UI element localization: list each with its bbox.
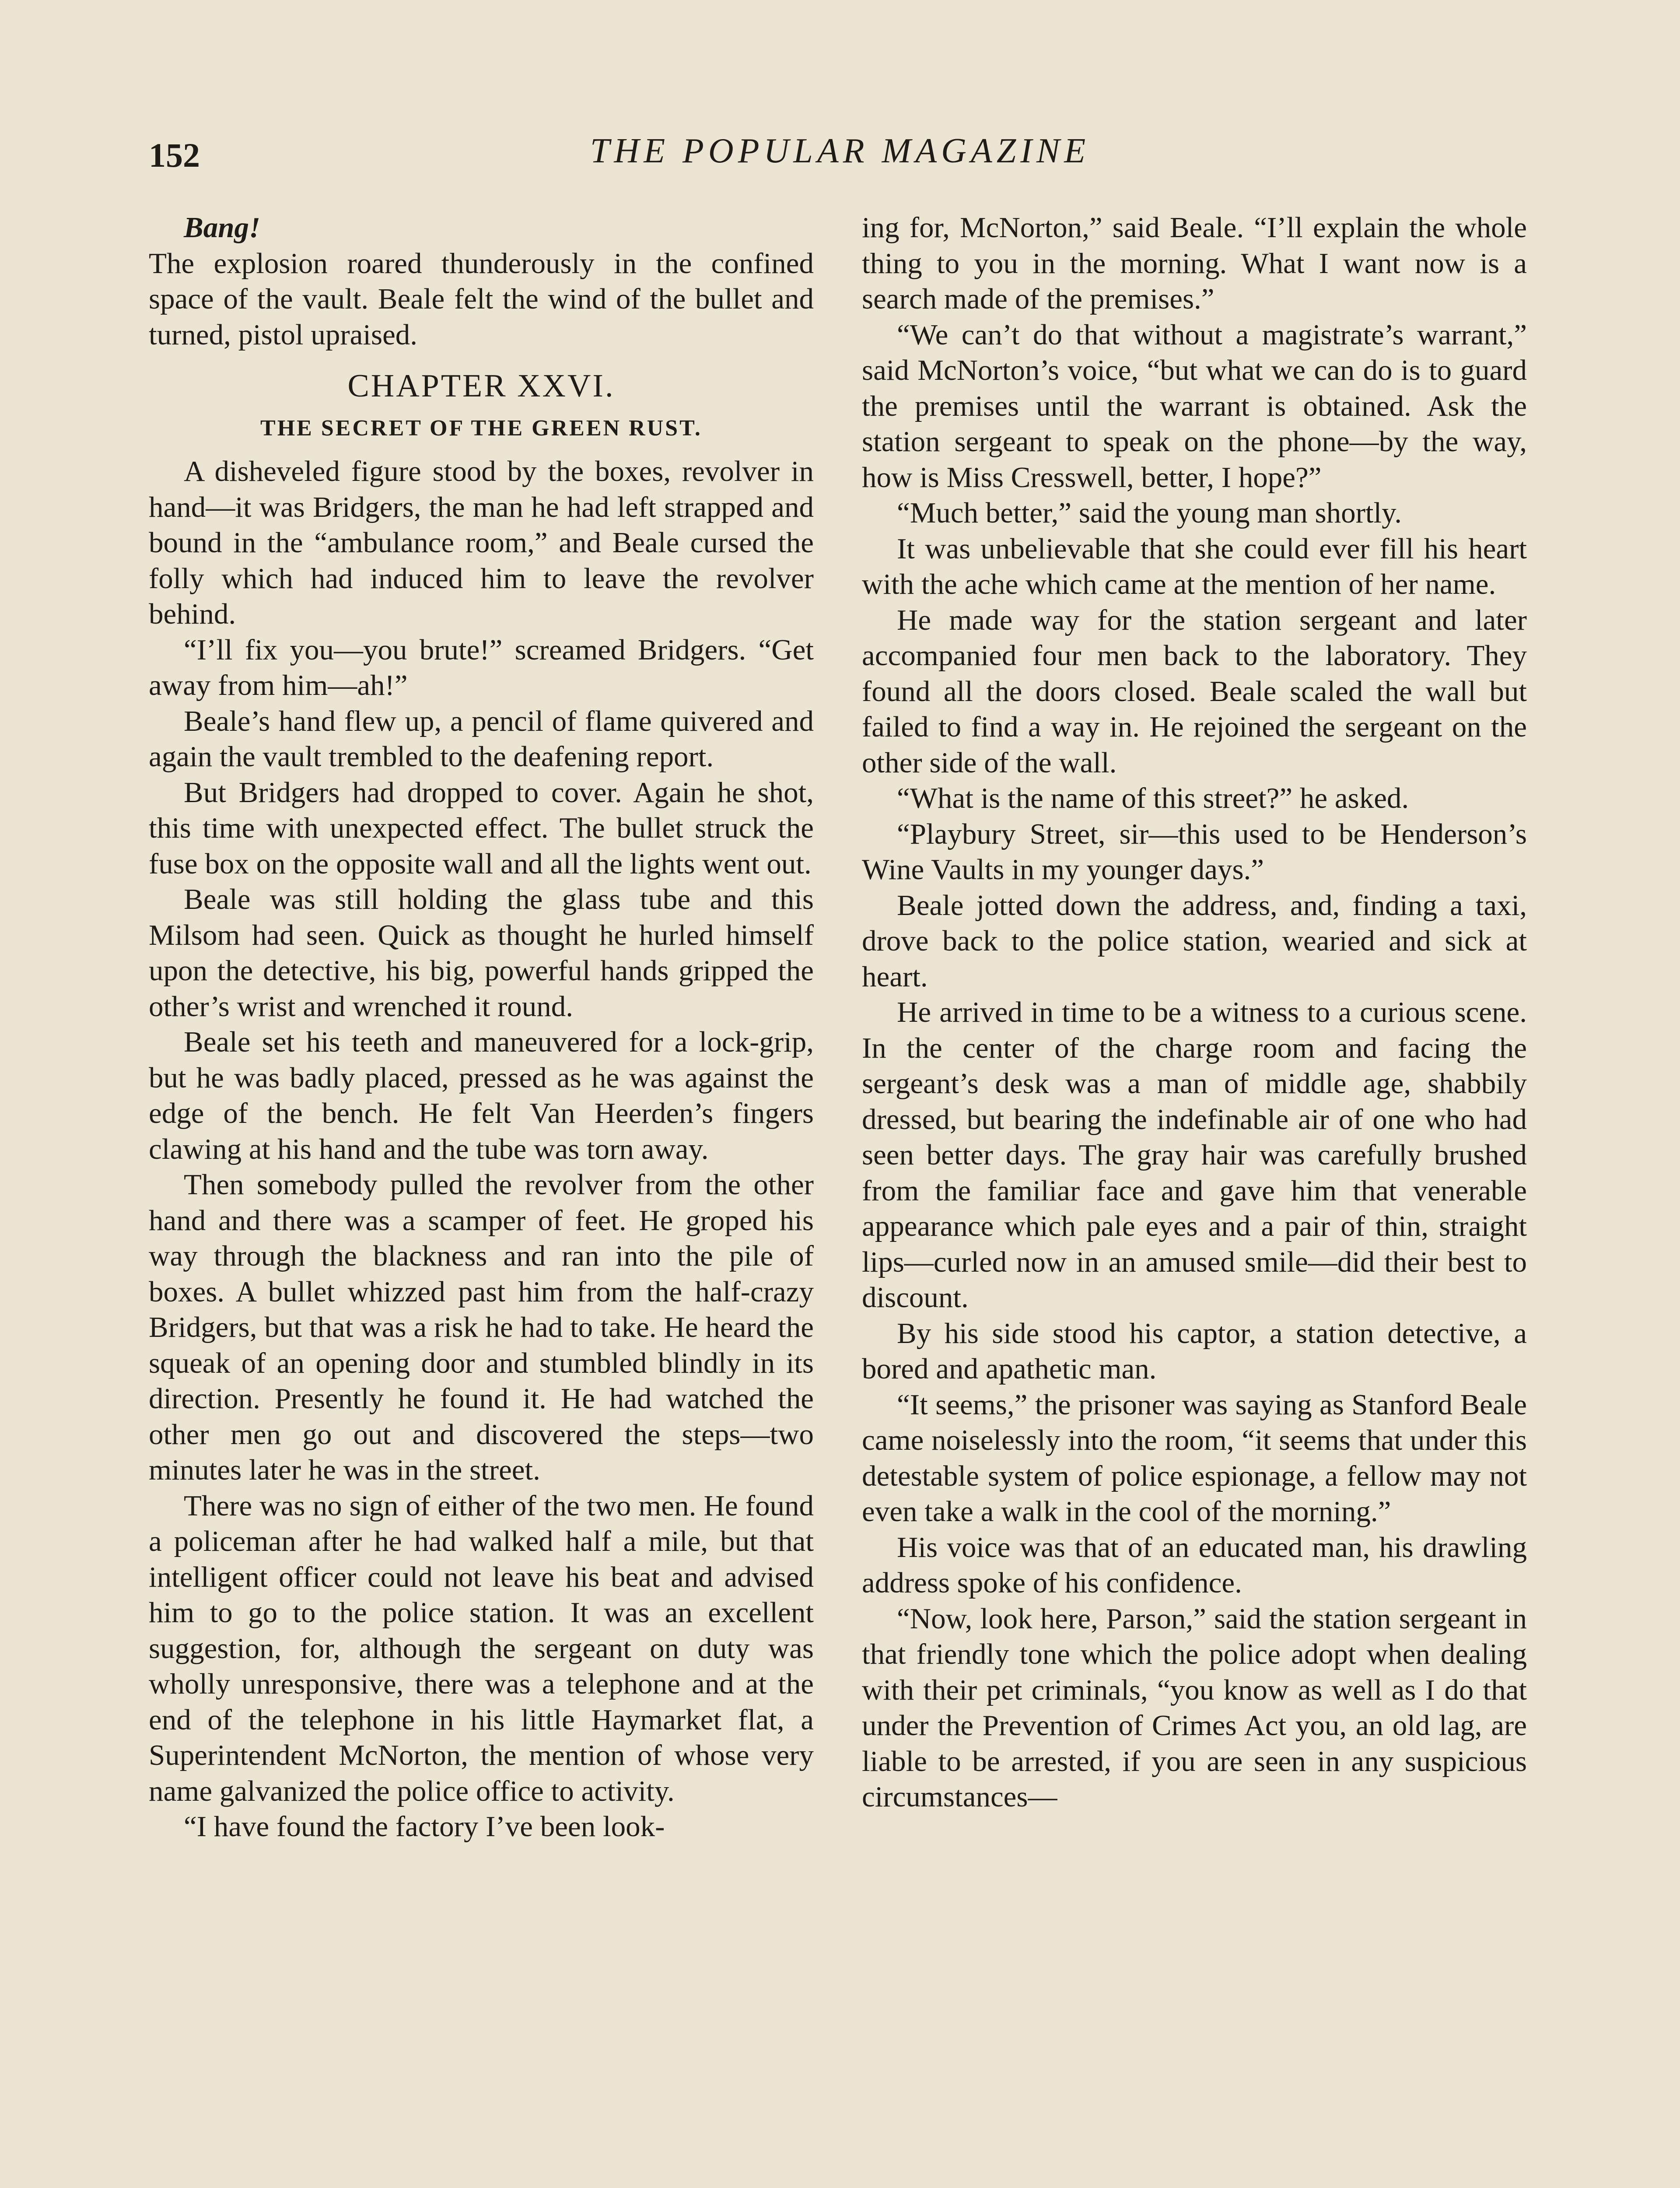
paragraph: He made way for the station sergeant and later accompanied four men back to the laboratory. They found all the doors closed. Beale scaled the wall but failed to find a way in. He rejoined the sergeant on the other side of the wall. xyxy=(862,603,1527,779)
paragraph: There was no sign of either of the two men. He found a policeman after he had walked half a mile, but that intelligent officer could not leave his beat and advised him to go to the police station. It was an excellent suggestion, for, although the sergeant on duty was wholly unresponsive, there was a telephone and at the end of the telephone in his little Haymarket flat, a Superintendent McNorton, the mention of whose very name galvanized the police office to activity. xyxy=(149,1489,814,1807)
paragraph: But Bridgers had dropped to cover. Again he shot, this time with unexpected effect. The bullet struck the fuse box on the opposite wall and all the lights went out. xyxy=(149,776,814,880)
opening-exclamation: Bang! xyxy=(184,211,261,244)
right-column xyxy=(862,210,1527,1815)
chapter-title: CHAPTER XXVI. xyxy=(347,368,615,404)
page-header xyxy=(149,131,1531,184)
paragraph: Beale set his teeth and maneuvered for a lock-grip, but he was badly placed, pressed as he was against the edge of the bench. He felt Van Heerden’s fingers clawing at his hand and the tube was torn away. xyxy=(149,1026,814,1165)
paragraph: “What is the name of this street?” he asked. xyxy=(897,782,1409,814)
paragraph: Then somebody pulled the revolver from the other hand and there was a scamper of feet. He groped his way through the blackness and ran into the pile of boxes. A bullet whizzed past him from the half-crazy Bridgers, but that was a risk he had to take. He heard the squeak of an opening door and stumbled blindly in its direction. Presently he found it. He had watched the other men go out and discovered the steps—two minutes later he was in the street. xyxy=(149,1168,814,1486)
paragraph: Beale’s hand flew up, a pencil of flame quivered and again the vault trembled to the deafening report. xyxy=(149,705,814,773)
paragraph: Beale jotted down the address, and, finding a taxi, drove back to the police station, wearied and sick at heart. xyxy=(862,889,1527,993)
paragraph: “Playbury Street, sir—this used to be Henderson’s Wine Vaults in my younger days.” xyxy=(862,817,1527,886)
paragraph: “Now, look here, Parson,” said the station sergeant in that friendly tone which the police adopt when dealing with their pet criminals, “you know as well as I do that under the Prevention of Crimes Act you, an old lag, are liable to be arrested, if you are seen in any suspicious circumstances— xyxy=(862,1602,1527,1813)
paragraph: By his side stood his captor, a station detective, a bored and apathetic man. xyxy=(862,1317,1527,1385)
paragraph: “Much better,” said the young man shortly. xyxy=(897,497,1402,529)
paragraph: The explosion roared thunderously in the confined space of the vault. Beale felt the wind of the bullet and turned, pistol upraised. xyxy=(149,247,814,351)
paragraph: It was unbelievable that she could ever fill his heart with the ache which came at the mention of her name. xyxy=(862,532,1527,600)
paragraph: “I have found the factory I’ve been look- xyxy=(184,1810,665,1843)
paragraph: “I’ll fix you—you brute!” screamed Bridgers. “Get away from him—ah!” xyxy=(149,633,814,701)
page-number: 152 xyxy=(149,136,200,174)
paragraph: Beale was still holding the glass tube and this Milsom had seen. Quick as thought he hurled himself upon the detective, his big, powerful hands gripped the other’s wrist and wrenched it round. xyxy=(149,883,814,1023)
paragraph: ing for, McNorton,” said Beale. “I’ll explain the whole thing to you in the morning. What I want now is a search made of the premises.” xyxy=(862,211,1527,315)
paragraph: A disheveled figure stood by the boxes, revolver in hand—it was Bridgers, the man he had left strapped and bound in the “ambulance room,” and Beale cursed the folly which had induced him to leave the revolver behind. xyxy=(149,455,814,630)
left-column xyxy=(149,210,814,1845)
paragraph: “It seems,” the prisoner was saying as Stanford Beale came noiselessly into the room, “it seems that under this detestable system of police espionage, a fellow may not even take a walk in the cool of the morning.” xyxy=(862,1388,1527,1528)
paragraph: His voice was that of an educated man, his drawling address spoke of his confidence. xyxy=(862,1531,1527,1599)
paragraph: “We can’t do that without a magistrate’s warrant,” said McNorton’s voice, “but what we can do is to guard the premises until the warrant is obtained. Ask the station sergeant to speak on the phone—by the way, how is Miss Cresswell, better, I hope?” xyxy=(862,318,1527,494)
running-title: THE POPULAR MAGAZINE xyxy=(590,132,1090,170)
paragraph: He arrived in time to be a witness to a curious scene. In the center of the charge room and facing the sergeant’s desk was a man of middle age, shabbily dressed, but bearing the indefinable air of one who had seen better days. The gray hair was carefully brushed from the familiar face and gave him that venerable appearance which pale eyes and a pair of thin, straight lips—curled now in an amused smile—did their best to discount. xyxy=(862,996,1527,1314)
chapter-subtitle: THE SECRET OF THE GREEN RUST. xyxy=(260,415,702,441)
